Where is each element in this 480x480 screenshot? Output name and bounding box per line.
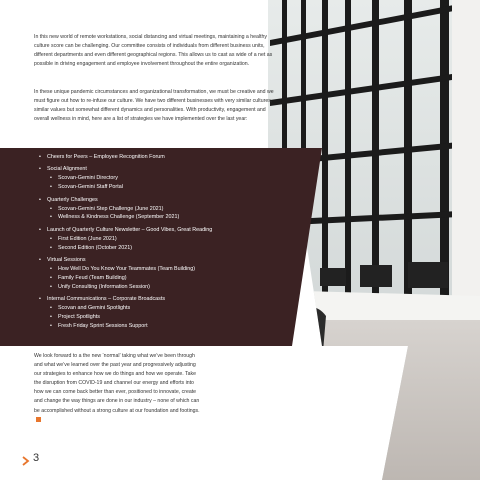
strategy-item: • Scovan-Gemini Staff Portal — [38, 183, 338, 192]
strategy-title: • Quarterly Challenges — [38, 196, 338, 205]
strategy-item: • Fresh Friday Sprint Sessions Support — [38, 322, 338, 331]
strategies-list — [38, 153, 338, 334]
end-mark-icon — [36, 417, 41, 422]
strategy-title: • Social Alignment — [38, 165, 338, 174]
intro-paragraph-1: In this new world of remote workstations, social distancing and virtual meetings, maintaining a healthy culture score can be challenging. Our committee consists of individuals from different business units, different departments and even different geographical regions. This allows us to cast as wide of a net as possible in driving engagement and employee involvement throughout the entire organization. — [34, 34, 273, 68]
strategy-title: • Virtual Sessions — [38, 256, 338, 265]
strategy-item: • Unify Consulting (Information Session) — [38, 283, 338, 292]
strategy-group — [38, 165, 338, 192]
strategy-title: • Launch of Quarterly Culture Newsletter – Good Vibes, Great Reading — [38, 226, 338, 235]
intro-paragraph-2: In these unique pandemic circumstances and organizational transformation, we must be creative and we must figure out how to re-infuse our culture. We have two different businesses with very similar cultures, similar values but somewhat different dynamics and personalities. With productivity, engagement and overall wellness in mind, here are a list of strategies we have implemented over the last year: — [34, 89, 274, 123]
strategy-item: • Second Edition (October 2021) — [38, 244, 338, 253]
strategy-item: • Scovan-Gemini Step Challenge (June 2021) — [38, 205, 338, 214]
closing-paragraph — [34, 352, 202, 425]
strategy-title: • Cheers for Peers – Employee Recognition Forum — [38, 153, 338, 162]
strategy-item: • First Edition (June 2021) — [38, 235, 338, 244]
strategy-title: • Internal Communications – Corporate Broadcasts — [38, 295, 338, 304]
chevron-right-icon — [21, 456, 33, 466]
strategy-group — [38, 226, 338, 253]
strategy-item: • Project Spotlights — [38, 313, 338, 322]
strategy-group — [38, 196, 338, 223]
strategy-item: • Scovan and Gemini Spotlights — [38, 304, 338, 313]
strategy-item: • How Well Do You Know Your Teammates (Team Building) — [38, 265, 338, 274]
strategy-group — [38, 153, 338, 162]
strategy-group — [38, 295, 338, 331]
strategy-group — [38, 256, 338, 292]
page-number: 3 — [33, 452, 40, 464]
closing-paragraph-text: We look forward to a the new ‘normal’ taking what we’ve been through and what we’ve learned over the past year and progressively adjusting our strategies to enhance how we do things and how we operate. Take the disruption from COVID-19 and channel our energy and efforts into how we can come back better than ever, positioned to innovate, create and change the way things are done in our industry – none of which can be accomplished without a strong culture at our foundation and footings. — [34, 353, 200, 414]
strategy-item: • Scovan-Gemini Directory — [38, 174, 338, 183]
strategy-item: • Wellness & Kindness Challenge (September 2021) — [38, 213, 338, 222]
strategy-item: • Family Feud (Team Building) — [38, 274, 338, 283]
